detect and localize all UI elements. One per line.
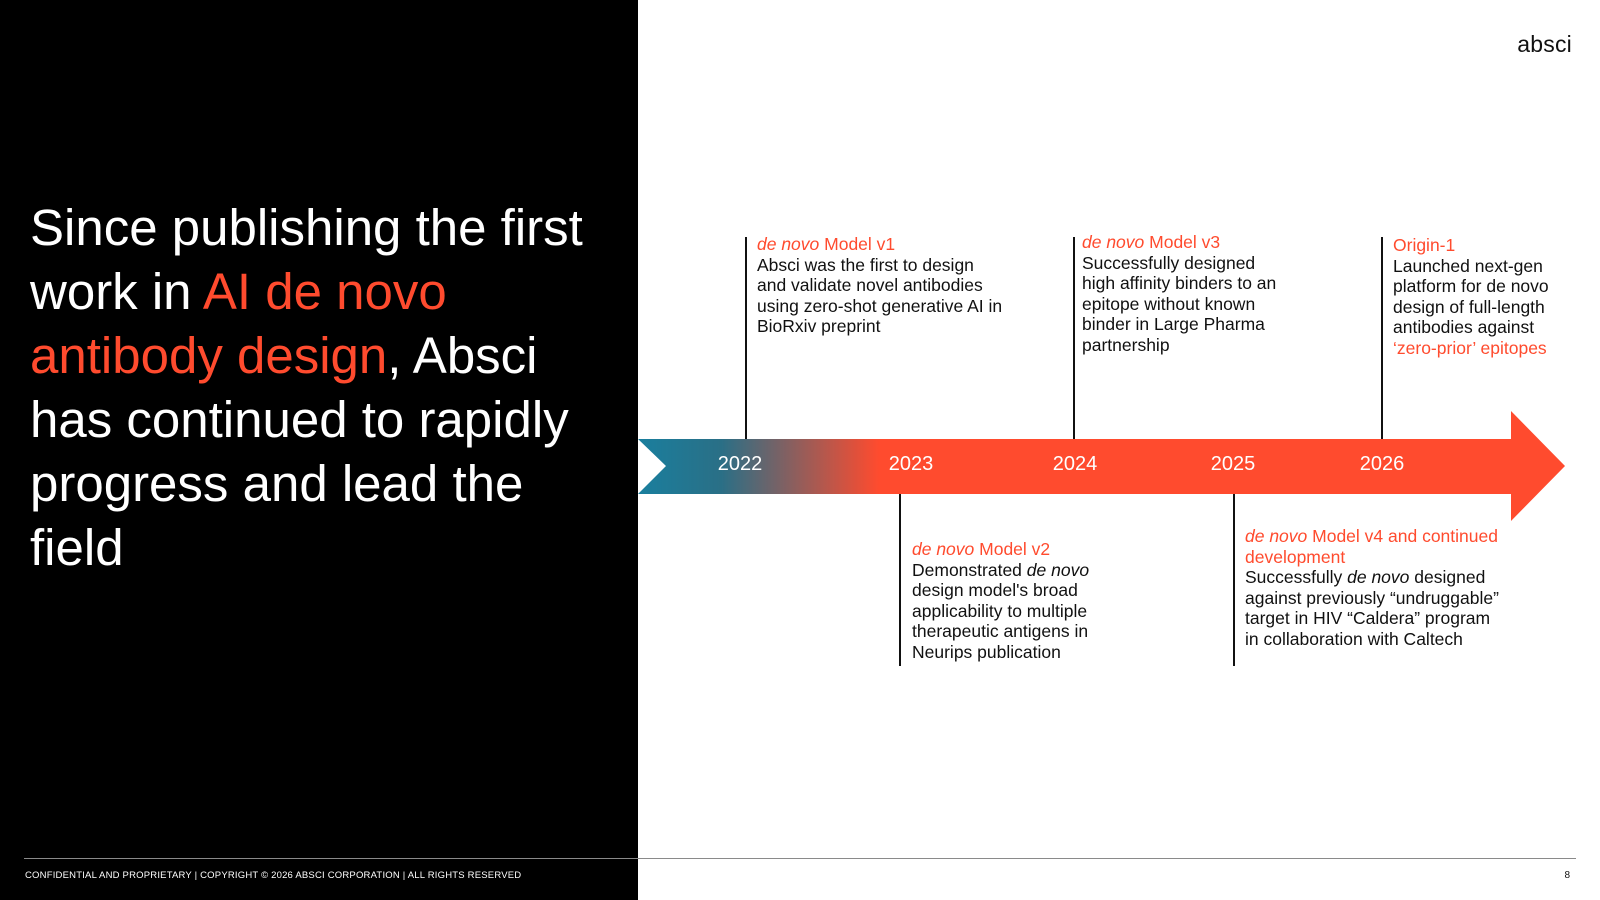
event-model-v4 [1245,526,1500,649]
year-2026: 2026 [1359,453,1405,475]
stem-2024 [1073,237,1075,439]
event-body: Launched next-gen platform for de novo design of full-length antibodies against ‘zero-prior’ epitopes [1393,255,1549,358]
event-model-v1 [757,234,1007,337]
stem-2023 [899,494,901,666]
event-title: de novo Model v2 [912,539,1051,559]
year-2025: 2025 [1210,453,1256,475]
page-number: 8 [1564,870,1570,881]
event-origin-1 [1393,235,1573,358]
stem-2025 [1233,494,1235,666]
footer-copyright: CONFIDENTIAL AND PROPRIETARY | COPYRIGHT © 2026 ABSCI CORPORATION | ALL RIGHTS RESERVED [25,870,522,881]
year-2022: 2022 [717,453,763,475]
event-body: Absci was the first to design and validate novel antibodies using zero-shot generative AI in BioRxiv preprint [757,254,1003,336]
headline-accent: AI de novo antibody design [30,263,447,384]
footer-divider [24,858,1576,859]
event-title: de novo Model v3 [1082,232,1221,252]
event-title: Origin-1 [1393,235,1456,255]
event-body: Successfully de novo designed against previously “undruggable” target in HIV “Caldera” program in collaboration with Caltech [1245,567,1499,649]
stem-2026 [1381,237,1383,439]
event-model-v3 [1082,232,1292,355]
headline-part-2: , Absci has continued to rapidly progress and lead the field [30,327,569,576]
headline-part-1: Since publishing the first work in [30,199,583,320]
event-body: Demonstrated de novo design model's broad applicability to multiple therapeutic antigens in Neurips publication [912,559,1090,662]
year-2023: 2023 [888,453,934,475]
event-title: de novo Model v1 [757,234,896,254]
absci-logo: absci [1517,31,1572,57]
event-title: de novo Model v4 and continued development [1245,526,1498,567]
stem-2022 [745,237,747,439]
event-body: Successfully designed high affinity binders to an epitope without known binder in Large Pharma partnership [1082,252,1277,355]
year-2024: 2024 [1052,453,1098,475]
event-model-v2 [912,539,1132,662]
